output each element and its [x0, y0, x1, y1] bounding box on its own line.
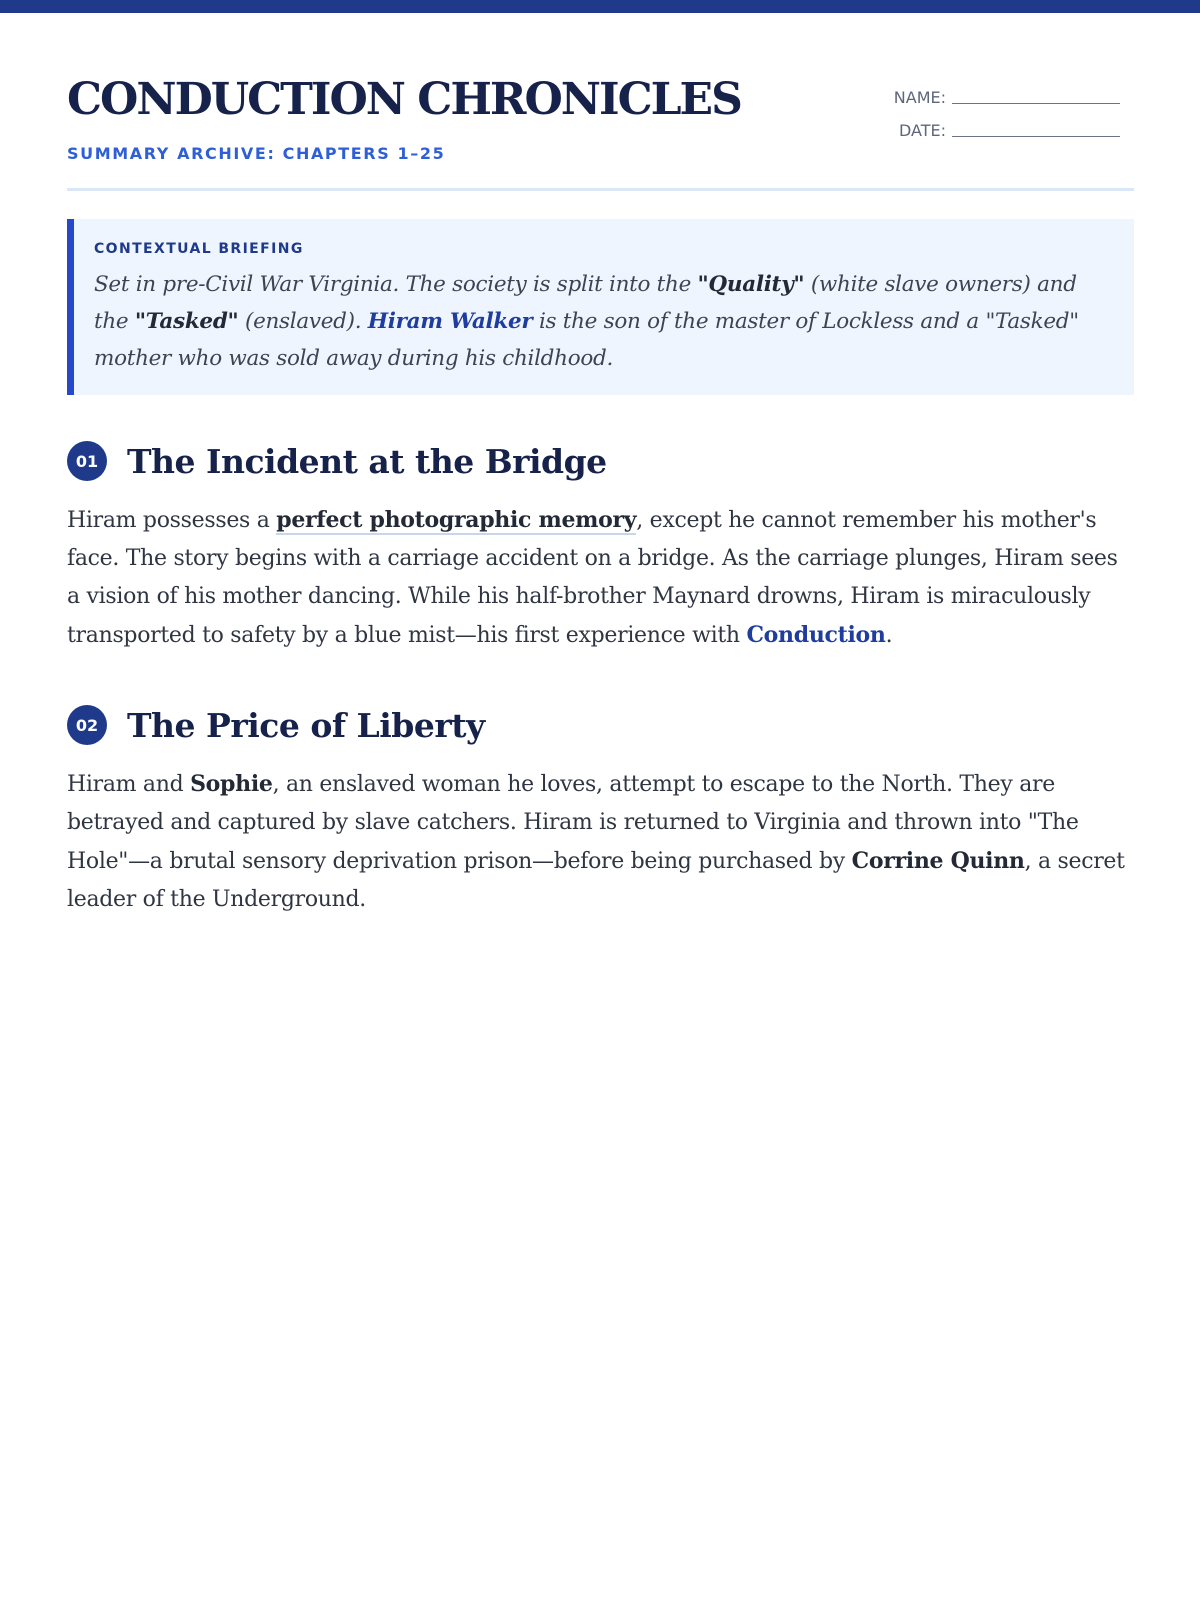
- briefing-text-part: (white slave owners) and the: [94, 272, 1077, 334]
- highlight-photographic-memory: perfect photographic memory: [276, 507, 637, 533]
- body-text-part: , a secret leader of the Underground.: [67, 849, 1125, 912]
- name-blank-line[interactable]: [952, 90, 1120, 104]
- character-corrine-quinn: Corrine Quinn: [851, 848, 1025, 874]
- body-text-part: , an enslaved woman he loves, attempt to escape to the North. They are betrayed and captured by slave catchers. Hiram is returned to Virginia and thrown into "The Hole"—a brutal sensory deprivation prison—before being purchased by: [67, 772, 1079, 874]
- character-hiram-walker: Hiram Walker: [367, 309, 533, 334]
- section-number-badge: 02: [67, 705, 107, 745]
- term-quality: "Quality": [697, 272, 805, 297]
- section-body: [67, 765, 1134, 919]
- section-heading: [67, 437, 1134, 485]
- section-number-badge: 01: [67, 441, 107, 481]
- contextual-briefing-box: [67, 219, 1134, 395]
- section-heading: [67, 701, 1134, 749]
- top-accent-bar: [0, 0, 1200, 13]
- section-body: [67, 501, 1134, 655]
- body-text-part: , except he cannot remember his mother's face. The story begins with a carriage accident on a bridge. As the carriage plunges, Hiram sees a vision of his mother dancing. While his half-brother Maynard drowns, Hiram is miraculously transported to safety by a blue mist—his first experience with: [67, 508, 1118, 648]
- briefing-text-part: (enslaved).: [238, 309, 368, 334]
- term-conduction: Conduction: [746, 622, 886, 648]
- date-blank-line[interactable]: [952, 123, 1120, 137]
- section-title: The Incident at the Bridge: [127, 441, 607, 481]
- page-title: CONDUCTION CHRONICLES: [67, 74, 741, 125]
- page-subtitle: SUMMARY ARCHIVE: CHAPTERS 1–25: [67, 144, 446, 163]
- date-field[interactable]: [880, 107, 1120, 140]
- term-tasked: "Tasked": [134, 309, 239, 334]
- briefing-text-part: Set in pre-Civil War Virginia. The society is split into the: [94, 272, 698, 297]
- chapter-section-02: [67, 701, 1134, 919]
- chapter-section-01: [67, 437, 1134, 655]
- name-label: NAME:: [893, 88, 946, 107]
- page-header: [67, 70, 1134, 163]
- name-field[interactable]: [880, 74, 1120, 107]
- character-sophie: Sophie: [190, 771, 273, 797]
- body-text-part: Hiram and: [67, 772, 191, 797]
- section-title: The Price of Liberty: [127, 705, 485, 745]
- briefing-label: CONTEXTUAL BRIEFING: [94, 241, 304, 257]
- body-text-part: .: [885, 623, 893, 648]
- body-text-part: Hiram possesses a: [67, 508, 277, 533]
- briefing-text-part: is the son of the master of Lockless and a "Tasked" mother who was sold away during his childhood.: [94, 309, 1079, 371]
- name-date-fields: [880, 74, 1120, 140]
- date-label: DATE:: [898, 121, 946, 140]
- briefing-text: [94, 266, 1108, 377]
- header-divider: [67, 188, 1134, 191]
